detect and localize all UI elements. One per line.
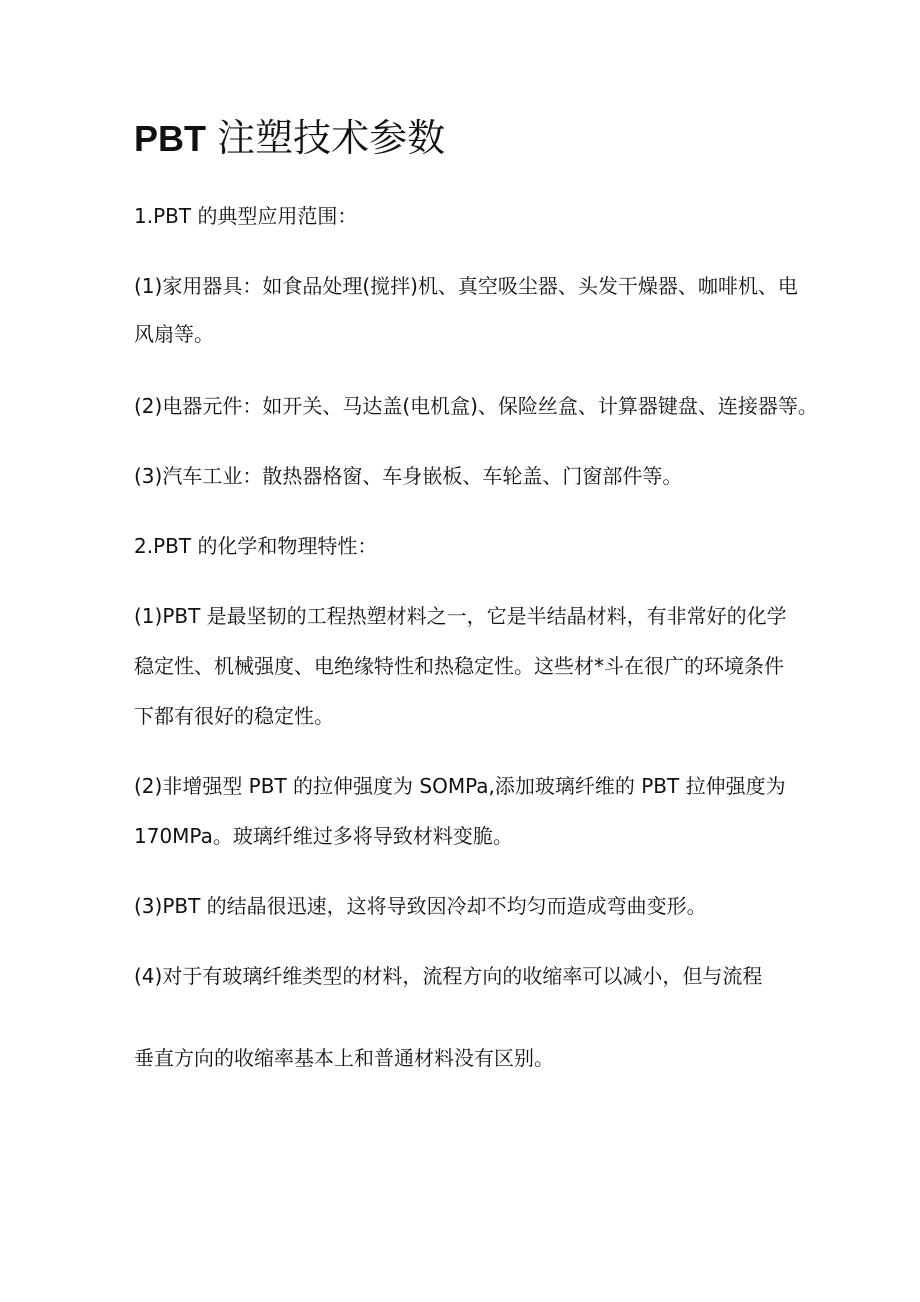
item-1-1-line-1: (1)家用器具：如食品处理(搅拌)机、真空吸尘器、头发干燥器、咖啡机、电 <box>134 274 798 298</box>
item-2-3: (3)PBT 的结晶很迅速，这将导致因冷却不均匀而造成弯曲变形。 <box>134 894 707 918</box>
page-title-latin: PBT <box>134 118 206 159</box>
item-2-1-line-3: 下都有很好的稳定性。 <box>134 704 334 728</box>
item-2-2-line-1: (2)非增强型 PBT 的拉伸强度为 SOMPa,添加玻璃纤维的 PBT 拉伸强度为 <box>134 774 786 798</box>
item-2-2-line-2: 170MPa。玻璃纤维过多将导致材料变脆。 <box>134 824 513 848</box>
item-1-3: (3)汽车工业：散热器格窗、车身嵌板、车轮盖、门窗部件等。 <box>134 464 683 488</box>
section-1-heading: 1.PBT 的典型应用范围： <box>134 204 358 228</box>
item-1-2: (2)电器元件：如开关、马达盖(电机盒)、保险丝盒、计算器键盘、连接器等。 <box>134 394 818 418</box>
item-2-4-line-1: (4)对于有玻璃纤维类型的材料，流程方向的收缩率可以减小，但与流程 <box>134 964 763 988</box>
item-1-1-line-2: 风扇等。 <box>134 322 214 346</box>
item-2-1-line-1: (1)PBT 是最坚韧的工程热塑材料之一，它是半结晶材料，有非常好的化学 <box>134 604 787 628</box>
item-2-1-line-2: 稳定性、机械强度、电绝缘特性和热稳定性。这些材*斗在很广的环境条件 <box>134 654 784 678</box>
page-title <box>134 108 445 170</box>
section-2-heading: 2.PBT 的化学和物理特性： <box>134 534 378 558</box>
page-title-cjk: 注塑技术参数 <box>217 116 446 160</box>
item-2-4-line-2: 垂直方向的收缩率基本上和普通材料没有区别。 <box>134 1046 554 1070</box>
